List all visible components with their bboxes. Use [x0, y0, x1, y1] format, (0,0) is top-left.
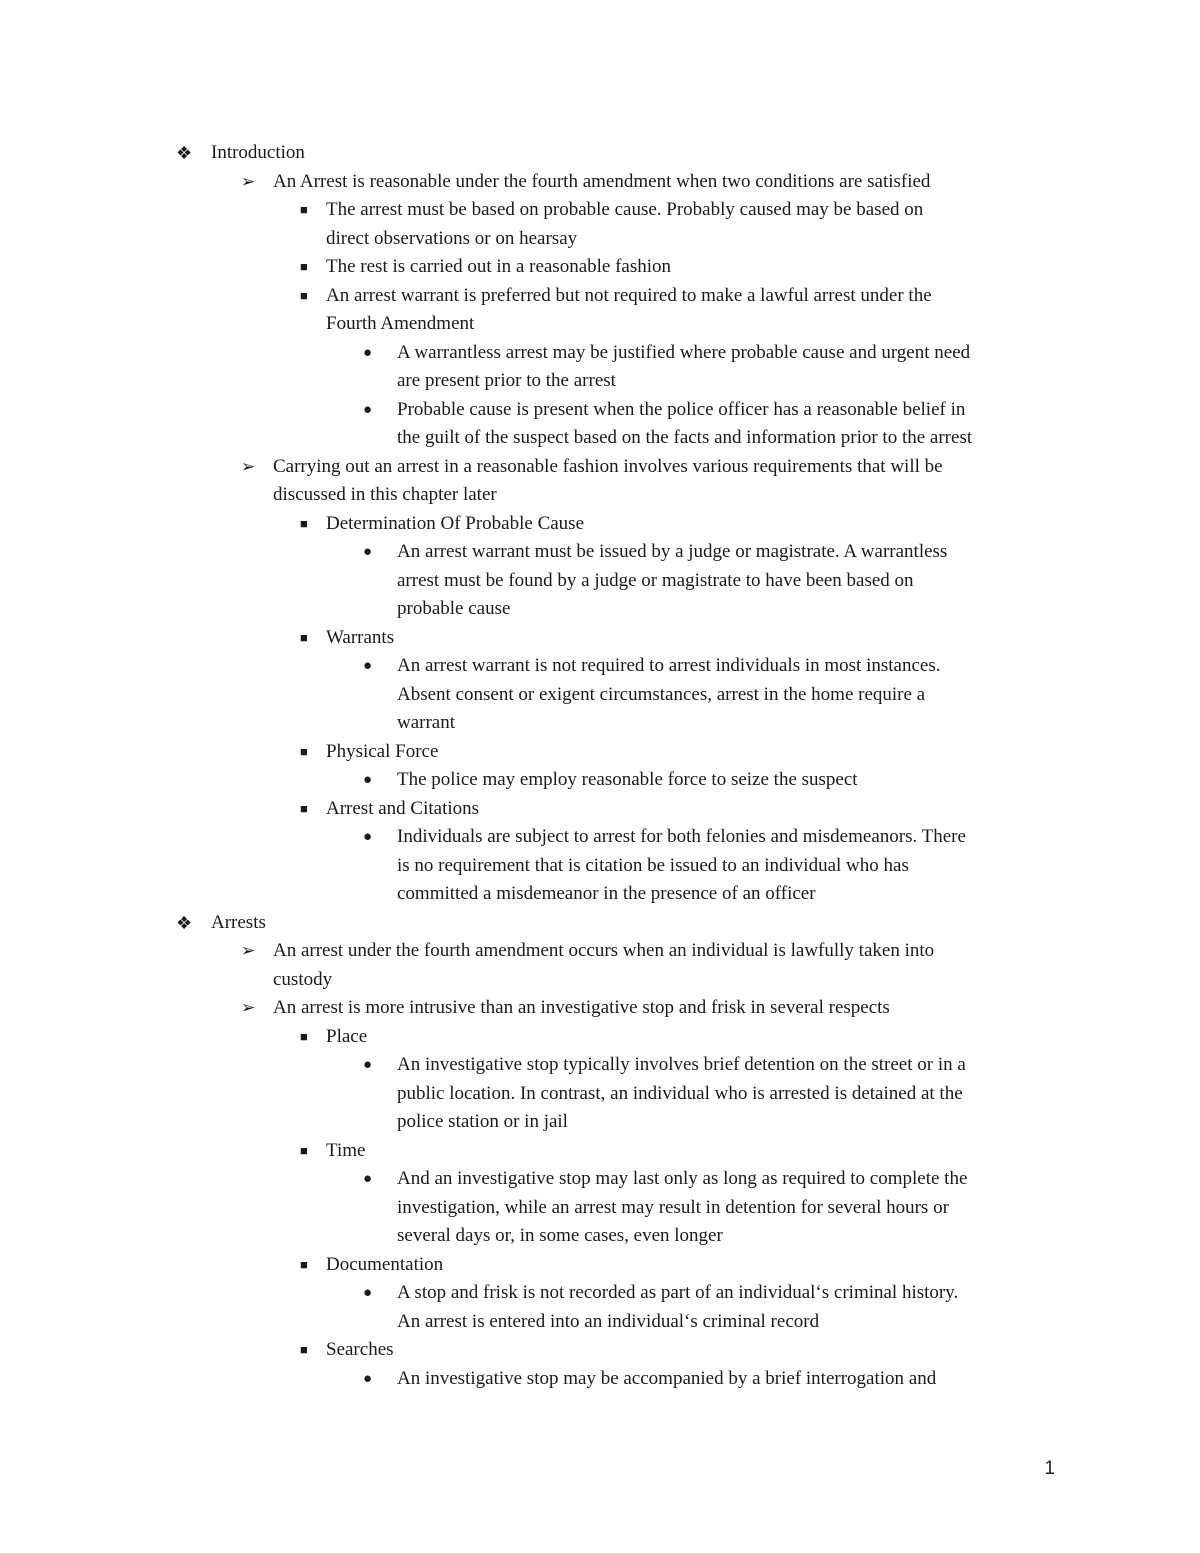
outline-text-line: custody: [273, 968, 333, 990]
square-bullet-icon: ■: [300, 202, 308, 217]
outline-text-line: A stop and frisk is not recorded as part of an individual‘s criminal history.: [397, 1282, 959, 1303]
square-bullet-icon: ■: [300, 1028, 308, 1044]
outline-text-line: An arrest warrant must be issued by a judge or magistrate. A warrantless: [397, 541, 948, 562]
outline-text-line: Absent consent or exigent circumstances, arrest in the home require a: [397, 683, 926, 705]
dot-bullet-icon: ●: [363, 1171, 373, 1187]
arrow-bullet-icon: ➢: [241, 456, 256, 476]
outline-text-line: public location. In contrast, an individual who is arrested is detained at the: [397, 1082, 963, 1104]
outline-text-line: Searches: [326, 1339, 394, 1360]
outline-text-line: warrant: [397, 712, 456, 733]
square-bullet-icon: ■: [300, 800, 308, 816]
square-bullet-icon: ■: [300, 1256, 308, 1272]
outline-text-line: Introduction: [211, 142, 305, 163]
outline-text-line: An arrest is more intrusive than an investigative stop and frisk in several respects: [273, 997, 890, 1018]
square-bullet-icon: ■: [300, 1142, 308, 1158]
outline-text-line: The police may employ reasonable force to seize the suspect: [397, 769, 858, 790]
outline-text-line: An arrest is entered into an individual‘s criminal record: [397, 1310, 820, 1332]
arrow-bullet-icon: ➢: [241, 998, 256, 1017]
dot-bullet-icon: ●: [363, 401, 373, 418]
outline-text-line: Fourth Amendment: [326, 313, 475, 334]
outline-text-line: Probable cause is present when the police officer has a reasonable belief in: [397, 398, 966, 420]
square-bullet-icon: ■: [300, 287, 308, 303]
outline-text-line: A warrantless arrest may be justified where probable cause and urgent need: [397, 341, 971, 363]
outline-text-line: investigation, while an arrest may result in detention for several hours or: [397, 1196, 949, 1218]
dot-bullet-icon: ●: [363, 1370, 373, 1387]
outline-text-line: Determination Of Probable Cause: [326, 512, 585, 534]
dot-bullet-icon: ●: [363, 1057, 373, 1073]
page-number: 1: [1044, 1458, 1055, 1479]
square-bullet-icon: ■: [300, 1342, 308, 1357]
outline-text-line: An arrest under the fourth amendment occurs when an individual is lawfully taken into: [273, 940, 935, 961]
outline-text-line: Physical Force: [326, 740, 439, 762]
outline-text-line: Individuals are subject to arrest for both felonies and misdemeanors. There: [397, 826, 966, 847]
dot-bullet-icon: ●: [363, 829, 373, 845]
outline-text-line: The arrest must be based on probable cause. Probably caused may be based on: [326, 199, 924, 220]
outline-text-line: are present prior to the arrest: [397, 370, 616, 391]
outline-text-line: An arrest warrant is preferred but not required to make a lawful arrest under the: [326, 284, 932, 306]
outline-text-line: An investigative stop typically involves brief detention on the street or in a: [397, 1054, 966, 1075]
dot-bullet-icon: ●: [363, 1285, 373, 1301]
square-bullet-icon: ■: [300, 743, 308, 759]
outline-text-line: discussed in this chapter later: [273, 484, 497, 505]
outline-text-line: committed a misdemeanor in the presence of an officer: [397, 883, 816, 904]
outline-text-line: An investigative stop may be accompanied by a brief interrogation and: [397, 1367, 937, 1389]
outline-text-line: Arrest and Citations: [326, 797, 480, 819]
outline-text-line: An arrest warrant is not required to arrest individuals in most instances.: [397, 655, 941, 676]
outline-text-line: arrest must be found by a judge or magistrate to have been based on: [397, 569, 914, 591]
outline-text-line: direct observations or on hearsay: [326, 227, 578, 249]
outline-text-line: Place: [326, 1025, 368, 1047]
outline-text-line: An Arrest is reasonable under the fourth amendment when two conditions are satisfied: [273, 170, 931, 192]
arrow-bullet-icon: ➢: [241, 171, 256, 191]
outline-text-line: The rest is carried out in a reasonable fashion: [326, 256, 672, 277]
arrow-bullet-icon: ➢: [241, 941, 256, 960]
outline-text-line: several days or, in some cases, even longer: [397, 1225, 723, 1246]
outline-text-line: Time: [326, 1139, 366, 1161]
dot-bullet-icon: ●: [363, 658, 373, 674]
dot-bullet-icon: ●: [363, 772, 373, 788]
outline-text-line: probable cause: [397, 598, 511, 619]
dot-bullet-icon: ●: [363, 344, 373, 361]
outline-text-line: is no requirement that is citation be issued to an individual who has: [397, 854, 909, 876]
outline-text-line: Warrants: [326, 626, 395, 648]
outline-text-line: And an investigative stop may last only as long as required to complete the: [397, 1168, 968, 1189]
square-bullet-icon: ■: [300, 515, 308, 531]
square-bullet-icon: ■: [300, 259, 308, 274]
dot-bullet-icon: ●: [363, 544, 373, 560]
square-bullet-icon: ■: [300, 629, 308, 645]
outline-text-line: Documentation: [326, 1253, 444, 1275]
outline-text-line: Carrying out an arrest in a reasonable fashion involves various requirements that will be: [273, 455, 943, 477]
outline-text-line: Arrests: [211, 911, 266, 933]
outline-text-line: police station or in jail: [397, 1111, 568, 1132]
diamond-bullet-icon: ❖: [176, 143, 193, 163]
diamond-bullet-icon: ❖: [176, 912, 193, 933]
outline-text-line: the guilt of the suspect based on the facts and information prior to the arrest: [397, 427, 973, 448]
